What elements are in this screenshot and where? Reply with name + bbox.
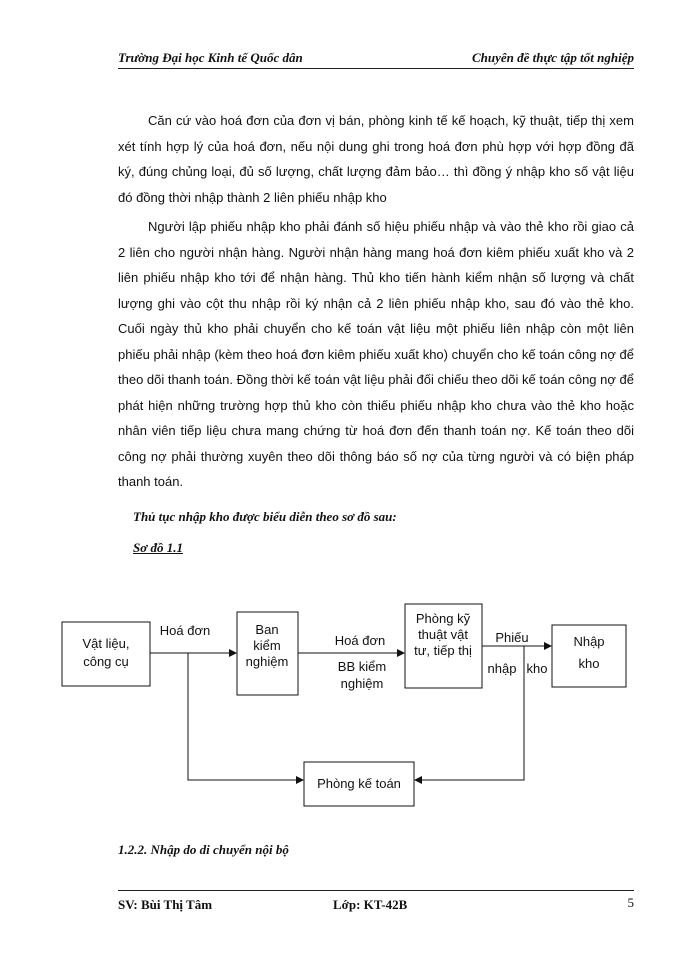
- label-materials-2: công cụ: [83, 654, 129, 669]
- flow-diagram: [0, 590, 700, 820]
- procedure-caption: Thủ tục nhập kho được biểu diễn theo sơ đồ sau:: [133, 509, 397, 524]
- page-number: 5: [627, 895, 634, 910]
- label-warehouse-1: Nhập: [573, 634, 605, 649]
- label-inspection-3: nghiệm: [245, 654, 289, 669]
- edge-report-1: BB kiểm: [337, 659, 387, 674]
- page-footer: [118, 890, 634, 913]
- edge-receipt-2: nhập: [487, 661, 517, 676]
- edge-invoice-2: Hoá đơn: [334, 633, 386, 648]
- paragraph-2: Người lập phiếu nhập kho phải đánh số hiệu phiếu nhập và vào thẻ kho rồi giao cả 2 liên cho người nhận hàng. Người nhận hàng mang hoá đơn kiêm phiếu xuất kho và 2 liên phiếu nhập kho tới để nhận hàng. Thủ kho tiến hành kiểm nhận số lượng và chất lượng ghi vào cột thu nhập rồi ký nhận cả 2 liên phiếu nhập kho, sau đó vào thẻ kho. Cuối ngày thủ kho phải chuyển cho kế toán vật liệu một phiếu liên nhập còn một liên phiếu phải nhập (kèm theo hoá đơn kiêm phiếu xuất kho) chuyển cho kế toán công nợ để theo dõi thanh toán. Đồng thời kế toán vật liệu phải đối chiếu theo dõi kế toán công nợ để phát hiện những trường hợp thủ kho còn thiếu phiếu nhập kho chưa vào thẻ kho hoặc nhân viên tiếp liệu chưa mang chứng từ hoá đơn đến thanh toán nợ. Kế toán theo dõi công nợ phải thường xuyên theo dõi thông báo số nợ của từng người và có biện pháp thanh toán.: [118, 219, 634, 489]
- footer-student: SV: Bùi Thị Tâm: [118, 897, 213, 912]
- header-university: Trường Đại học Kinh tế Quốc dân: [118, 50, 303, 65]
- label-accounting: Phòng kế toán: [317, 776, 401, 791]
- label-inspection-2: kiểm: [253, 638, 281, 653]
- edge-receipt-3: kho: [526, 661, 548, 676]
- section-heading: 1.2.2. Nhập do di chuyển nội bộ: [118, 842, 289, 857]
- page-header: [118, 48, 634, 69]
- edge-receipt-1: Phiếu: [495, 630, 529, 645]
- label-warehouse-2: kho: [578, 656, 600, 671]
- label-technical-1: Phòng kỹ: [415, 611, 471, 626]
- label-technical-3: tư, tiếp thị: [414, 643, 472, 658]
- label-materials-1: Vật liệu,: [82, 636, 130, 651]
- edge-invoice-1: Hoá đơn: [159, 623, 211, 638]
- footer-class: Lớp: KT-42B: [333, 897, 408, 912]
- label-inspection-1: Ban: [255, 622, 279, 637]
- label-technical-2: thuật vật: [418, 627, 468, 642]
- body-text: [118, 108, 634, 499]
- header-report-title: Chuyên đề thực tập tốt nghiệp: [472, 50, 634, 65]
- diagram-title: Sơ đồ 1.1: [133, 540, 183, 555]
- paragraph-1: Căn cứ vào hoá đơn của đơn vị bán, phòng kinh tế kế hoạch, kỹ thuật, tiếp thị xem xét tính hợp lý của hoá đơn, nếu nội dung ghi trong hoá đơn phù hợp với hợp đồng đã ký, đúng chủng loại, đủ số lượng, chất lượng đảm bảo… thì đồng ý nhập kho số vật liệu đó đồng thời nhập thành 2 liên phiếu nhập kho: [118, 113, 634, 205]
- edge-report-2: nghiệm: [340, 676, 384, 691]
